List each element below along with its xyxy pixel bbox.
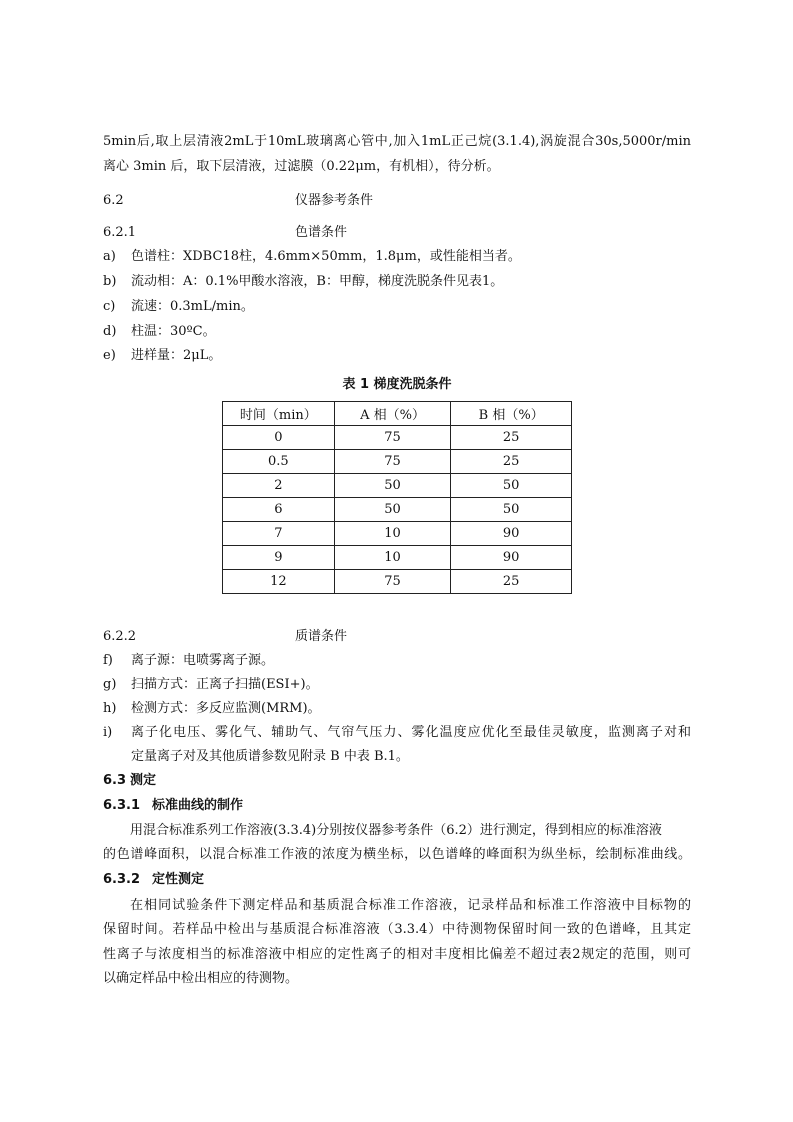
cell-time: 0.5 <box>223 450 335 474</box>
list-marker: h) <box>103 701 117 716</box>
section-6-3-2-number: 6.3.2 <box>103 872 141 887</box>
section-6-3-title: 测定 <box>130 773 157 788</box>
cell-phase-b: 90 <box>451 522 572 546</box>
section-6-3-number: 6.3 <box>103 773 127 788</box>
intro-line-2: 离心 3min 后，取下层清液，过滤膜（0.22μm，有机相），待分析。 <box>103 159 500 174</box>
cell-phase-b: 50 <box>451 498 572 522</box>
section-6-2-2-number: 6.2.2 <box>103 629 137 644</box>
cell-phase-b: 25 <box>451 450 572 474</box>
table-row <box>223 546 572 570</box>
table-row <box>223 498 572 522</box>
cell-phase-a: 75 <box>334 570 451 594</box>
table-row <box>223 570 572 594</box>
table-row <box>223 522 572 546</box>
list-text: 流速：0.3mL/min。 <box>131 299 254 314</box>
cell-phase-b: 90 <box>451 546 572 570</box>
cell-time: 12 <box>223 570 335 594</box>
cell-phase-b: 25 <box>451 570 572 594</box>
cell-time: 9 <box>223 546 335 570</box>
paragraph-line: 用混合标准系列工作溶液(3.3.4)分别按仪器参考条件（6.2）进行测定，得到相应的标准溶液 <box>130 823 662 838</box>
cell-phase-a: 50 <box>334 474 451 498</box>
gradient-table <box>222 401 572 594</box>
list-text: 检测方式：多反应监测(MRM)。 <box>131 701 321 716</box>
list-marker: b) <box>103 274 117 289</box>
cell-phase-a: 50 <box>334 498 451 522</box>
section-6-3-1-title: 标准曲线的制作 <box>152 798 244 813</box>
section-6-3-1-number: 6.3.1 <box>103 798 141 813</box>
paragraph-line: 保留时间。若样品中检出与基质混合标准溶液（3.3.4）中待测物保留时间一致的色谱峰，且其定 <box>103 922 691 937</box>
cell-phase-a: 75 <box>334 450 451 474</box>
header-phase-b: B 相（%） <box>451 402 572 426</box>
section-6-2-number: 6.2 <box>103 193 124 208</box>
table-row <box>223 474 572 498</box>
header-time: 时间（min） <box>223 402 335 426</box>
list-marker: f) <box>103 653 113 668</box>
cell-time: 6 <box>223 498 335 522</box>
list-text: 离子源：电喷雾离子源。 <box>131 653 275 668</box>
list-text: 流动相：A：0.1%甲酸水溶液，B：甲醇，梯度洗脱条件见表1。 <box>131 274 504 289</box>
cell-phase-a: 75 <box>334 426 451 450</box>
section-6-2-1-number: 6.2.1 <box>103 225 137 240</box>
list-marker: e) <box>103 348 116 363</box>
paragraph-line: 性离子与浓度相当的标准溶液中相应的定性离子的相对丰度相比偏差不超过表2规定的范围，则可 <box>103 947 691 962</box>
list-text: 离子化电压、雾化气、辅助气、气帘气压力、雾化温度应优化至最佳灵敏度，监测离子对和 <box>131 725 691 740</box>
intro-line-1: 5min后,取上层清液2mL于10mL玻璃离心管中,加入1mL正己烷(3.1.4),涡旋混合30s,5000r/min <box>103 134 691 149</box>
cell-phase-b: 25 <box>451 426 572 450</box>
paragraph-line: 在相同试验条件下测定样品和基质混合标准工作溶液，记录样品和标准工作溶液中目标物的 <box>130 898 691 913</box>
cell-phase-a: 10 <box>334 546 451 570</box>
table-row <box>223 426 572 450</box>
list-marker: a) <box>103 249 116 264</box>
section-6-3-2-title: 定性测定 <box>152 872 205 887</box>
list-text: 进样量：2μL。 <box>131 348 222 363</box>
list-marker: g) <box>103 677 117 692</box>
list-text: 柱温：30ºC。 <box>131 324 216 339</box>
list-marker: d) <box>103 324 117 339</box>
table-row <box>223 450 572 474</box>
cell-time: 7 <box>223 522 335 546</box>
list-marker: i) <box>103 725 113 740</box>
cell-time: 0 <box>223 426 335 450</box>
list-text: 色谱柱：XDBC18柱，4.6mm×50mm，1.8μm，或性能相当者。 <box>131 249 521 264</box>
section-6-2-title: 仪器参考条件 <box>295 193 374 208</box>
section-6-2-2-title: 质谱条件 <box>295 629 348 644</box>
cell-phase-a: 10 <box>334 522 451 546</box>
list-marker: c) <box>103 299 116 314</box>
section-6-2-1-title: 色谱条件 <box>295 225 348 240</box>
list-text: 扫描方式：正离子扫描(ESI+)。 <box>131 677 319 692</box>
header-phase-a: A 相（%） <box>334 402 451 426</box>
paragraph-line: 以确定样品中检出相应的待测物。 <box>103 971 299 986</box>
paragraph-line: 的色谱峰面积，以混合标准工作液的浓度为横坐标，以色谱峰的峰面积为纵坐标，绘制标准曲线。 <box>103 847 691 862</box>
list-text-continuation: 定量离子对及其他质谱参数见附录 B 中表 B.1。 <box>131 749 409 764</box>
cell-phase-b: 50 <box>451 474 572 498</box>
table-caption: 表 1 梯度洗脱条件 <box>342 377 452 392</box>
cell-time: 2 <box>223 474 335 498</box>
table-header-row <box>223 402 572 426</box>
